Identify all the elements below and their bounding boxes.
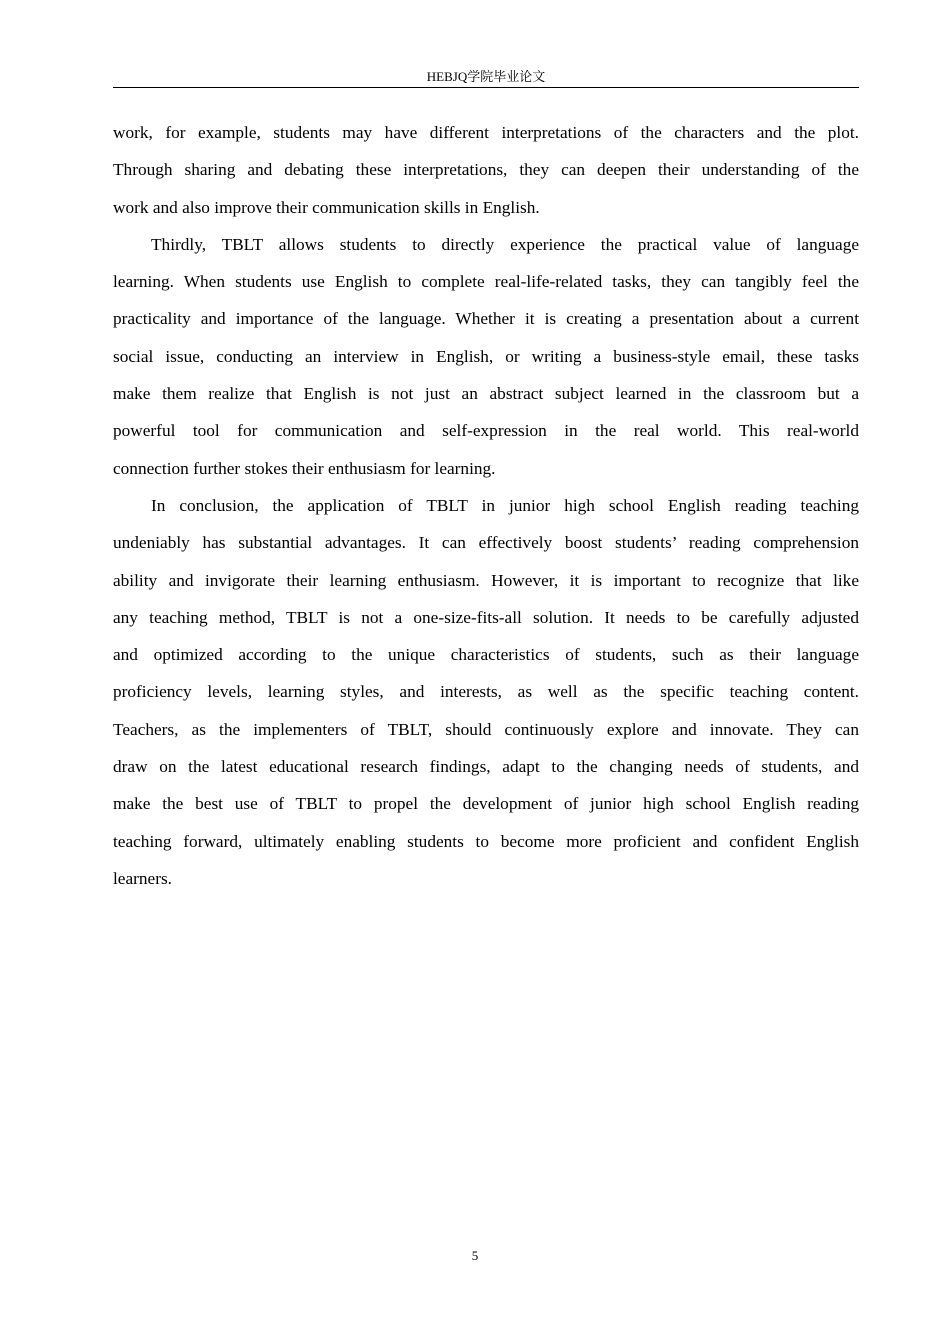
paragraph — [113, 233, 859, 494]
running-header: HEBJQ学院毕业论文 — [426, 69, 546, 84]
text-line: and optimized according to the unique characteristics of students, such as their language — [113, 645, 859, 665]
text-line: Through sharing and debating these interpretations, they can deepen their understanding of the — [113, 160, 859, 180]
text-line: draw on the latest educational research findings, adapt to the changing needs of students, and — [113, 757, 859, 777]
text-line: proficiency levels, learning styles, and interests, as well as the specific teaching content. — [113, 682, 859, 702]
text-line: In conclusion, the application of TBLT in junior high school English reading teaching — [151, 495, 859, 515]
text-line: make them realize that English is not just an abstract subject learned in the classroom but a — [113, 384, 859, 404]
header-rule — [113, 87, 859, 88]
text-line: work and also improve their communication skills in English. — [113, 197, 540, 217]
paragraph — [113, 494, 859, 904]
text-line: connection further stokes their enthusiasm for learning. — [113, 458, 496, 478]
paragraph — [113, 121, 859, 233]
text-line: teaching forward, ultimately enabling students to become more proficient and confident English — [113, 831, 859, 851]
text-line: work, for example, students may have different interpretations of the characters and the plot. — [113, 123, 859, 142]
body-text — [113, 121, 859, 904]
text-line: learning. When students use English to complete real-life-related tasks, they can tangibly feel the — [113, 272, 859, 292]
text-line: practicality and importance of the language. Whether it is creating a presentation about a current — [113, 309, 859, 329]
text-line: ability and invigorate their learning enthusiasm. However, it is important to recognize that like — [113, 570, 859, 590]
text-line: undeniably has substantial advantages. It can effectively boost students’ reading comprehension — [113, 533, 859, 553]
text-line: make the best use of TBLT to propel the development of junior high school English reading — [113, 794, 859, 814]
text-line: powerful tool for communication and self-expression in the real world. This real-world — [113, 421, 859, 441]
page-number: 5 — [471, 1248, 479, 1263]
text-line: Teachers, as the implementers of TBLT, should continuously explore and innovate. They can — [113, 719, 859, 739]
text-line: learners. — [113, 868, 173, 888]
text-line: any teaching method, TBLT is not a one-size-fits-all solution. It needs to be carefully adjusted — [113, 607, 859, 627]
text-line: social issue, conducting an interview in English, or writing a business-style email, these tasks — [113, 346, 859, 366]
text-line: Thirdly, TBLT allows students to directly experience the practical value of language — [151, 234, 859, 254]
